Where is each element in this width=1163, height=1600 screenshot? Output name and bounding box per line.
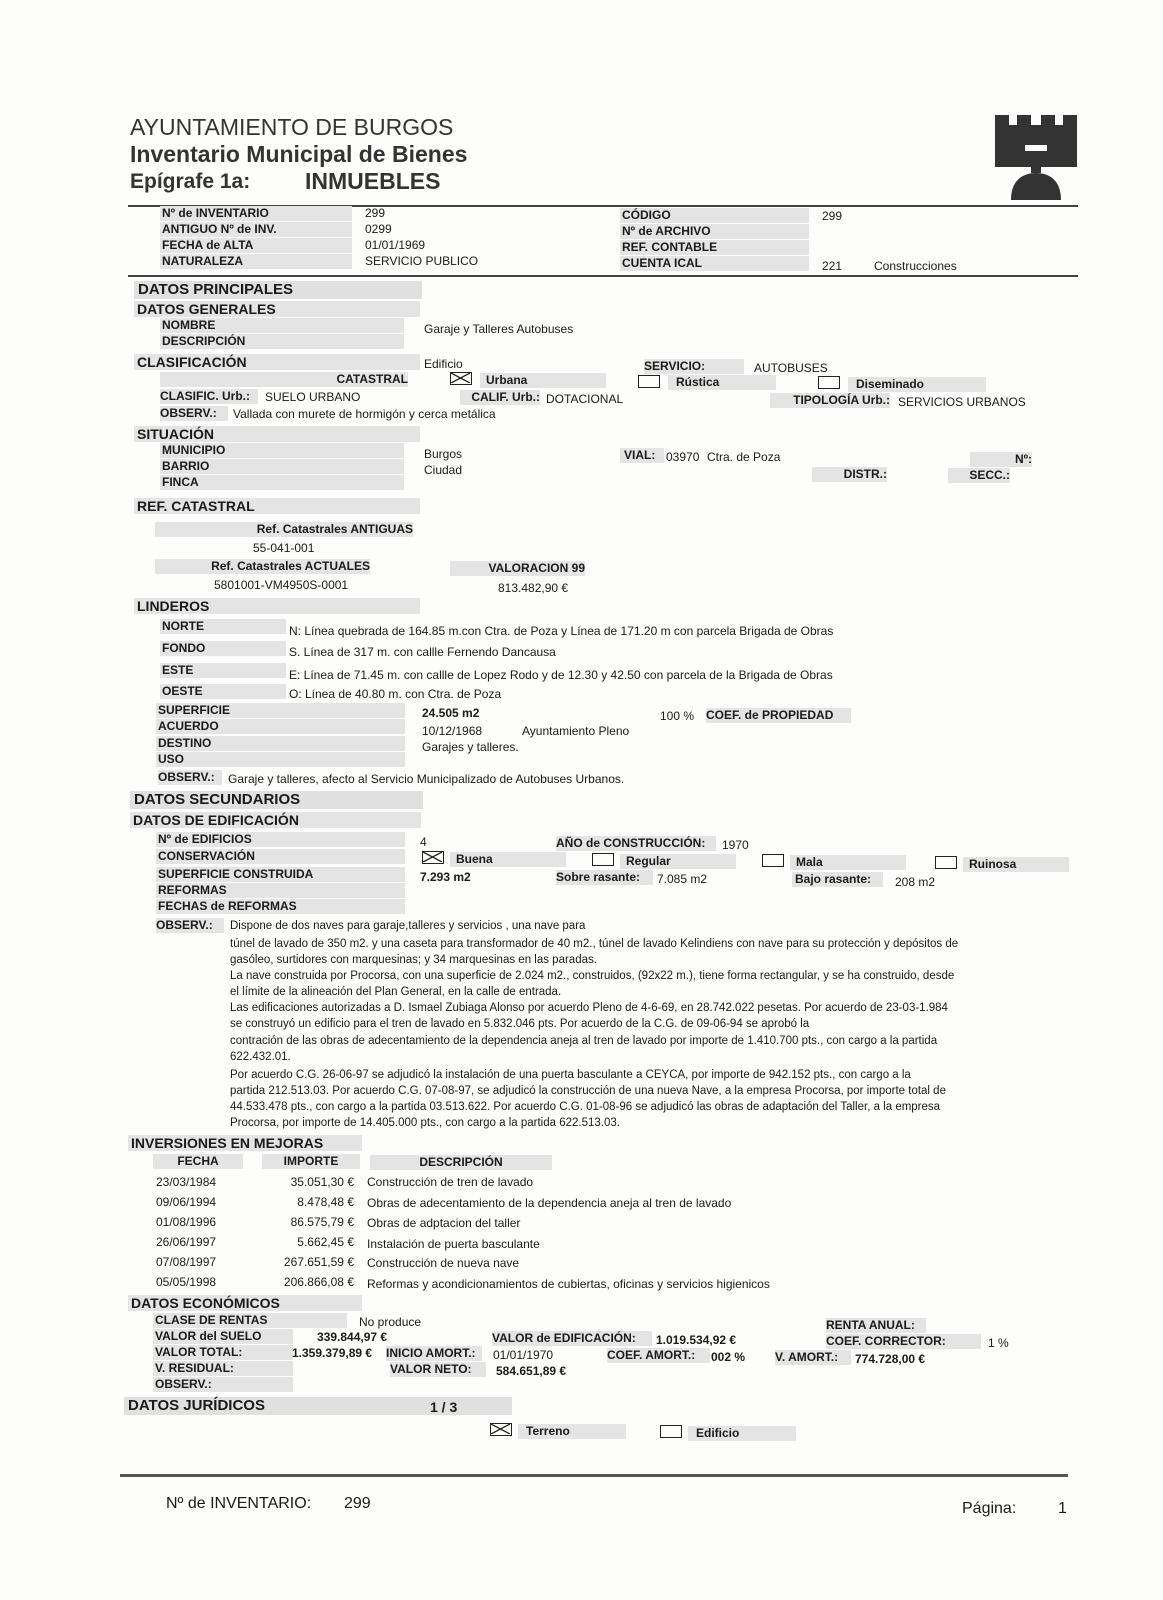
coef-corrector-label: COEF. CORRECTOR: bbox=[826, 1334, 981, 1349]
uso-label: USO bbox=[156, 752, 405, 767]
antiguo-label: ANTIGUO Nº de INV. bbox=[160, 222, 352, 237]
org-name: AYUNTAMIENTO DE BURGOS bbox=[130, 114, 454, 140]
col-fecha: FECHA bbox=[153, 1154, 243, 1169]
edif-observ-line: el límite de la alineación del Plan General, en la calle de entrada. bbox=[230, 986, 562, 998]
vial-code: 03970 bbox=[666, 450, 700, 464]
calif-urb-label: CALIF. Urb.: bbox=[460, 390, 540, 405]
buena-label: Buena bbox=[450, 852, 566, 867]
tipologia-value: SERVICIOS URBANOS bbox=[898, 395, 1026, 409]
economicos-title: DATOS ECONÓMICOS bbox=[128, 1295, 362, 1311]
clase-rentas-value: No produce bbox=[359, 1315, 422, 1329]
destino-label: DESTINO bbox=[156, 736, 405, 751]
mala-label: Mala bbox=[790, 855, 906, 870]
antiguas-value: 55-041-001 bbox=[253, 541, 315, 555]
page-title: Inventario Municipal de Bienes bbox=[130, 141, 468, 167]
valoracion-value: 813.482,90 € bbox=[498, 581, 569, 595]
superficie-label: SUPERFICIE bbox=[156, 703, 405, 718]
edif-observ-line: 622.432.01. bbox=[230, 1051, 291, 1063]
ident-rule bbox=[128, 275, 1078, 277]
oeste-label: OESTE bbox=[160, 684, 286, 699]
row-fecha: 05/05/1998 bbox=[156, 1275, 217, 1289]
barrio-label: BARRIO bbox=[160, 459, 404, 474]
row-importe: 8.478,48 € bbox=[297, 1195, 354, 1209]
edif-observ-line: 44.533.478 pts., con cargo a la partida 03.513.622. Por acuerdo C.G. 01-08-96 se adjudicó las obras de adaptación del Taller, a la empresa bbox=[230, 1101, 941, 1113]
ruinosa-checkbox[interactable] bbox=[935, 856, 957, 869]
linderos-title: LINDEROS bbox=[134, 598, 420, 614]
row-desc: Instalación de puerta basculante bbox=[367, 1237, 540, 1251]
economicos-observ-label: OBSERV.: bbox=[153, 1377, 293, 1392]
edif-observ-line: contración de las obras de adecentamiento de la dependencia aneja al tren de lavado por importe de 1.410.700 pts., con cargo a la partida bbox=[230, 1035, 938, 1047]
regular-checkbox[interactable] bbox=[592, 853, 614, 866]
castle-logo bbox=[995, 115, 1077, 200]
ical-desc: Construcciones bbox=[874, 259, 957, 273]
row-desc: Obras de adptacion del taller bbox=[367, 1216, 521, 1230]
col-importe: IMPORTE bbox=[262, 1154, 360, 1169]
urbana-label: Urbana bbox=[480, 373, 606, 388]
juridicos-title: DATOS JURÍDICOS bbox=[124, 1397, 512, 1415]
footer-inv-label: Nº de INVENTARIO: bbox=[166, 1495, 312, 1512]
epigrafe-label: Epígrafe 1a: bbox=[130, 170, 251, 193]
terreno-label: Terreno bbox=[518, 1424, 626, 1439]
naturaleza-value: SERVICIO PUBLICO bbox=[365, 254, 479, 268]
norte-value: N: Línea quebrada de 164.85 m.con Ctra. de Poza y Línea de 171.20 m con parcela Brigada de Obras bbox=[289, 624, 834, 638]
clasificacion-title: CLASIFICACIÓN bbox=[134, 354, 420, 370]
principales-title: DATOS PRINCIPALES bbox=[134, 281, 422, 299]
sobre-rasante-value: 7.085 m2 bbox=[657, 872, 708, 886]
secundarios-title: DATOS SECUNDARIOS bbox=[130, 791, 423, 809]
row-fecha: 09/06/1994 bbox=[156, 1195, 217, 1209]
oeste-value: O: Línea de 40.80 m. con Ctra. de Poza bbox=[289, 687, 502, 701]
row-desc: Obras de adecentamiento de la dependencia aneja al tren de lavado bbox=[367, 1196, 732, 1210]
inversiones-title: INVERSIONES EN MEJORAS bbox=[128, 1135, 362, 1151]
footer-rule bbox=[120, 1474, 1068, 1477]
vial-label: VIAL: bbox=[620, 448, 664, 463]
row-importe: 86.575,79 € bbox=[290, 1215, 354, 1229]
row-fecha: 01/08/1996 bbox=[156, 1215, 217, 1229]
row-fecha: 07/08/1997 bbox=[156, 1255, 217, 1269]
edificio-checkbox[interactable] bbox=[660, 1425, 682, 1438]
clase-rentas-label: CLASE DE RENTAS bbox=[153, 1313, 347, 1328]
naturaleza-label: NATURALEZA bbox=[160, 254, 352, 269]
linderos-observ-label: OBSERV.: bbox=[158, 770, 222, 785]
calif-urb-value: DOTACIONAL bbox=[546, 392, 624, 406]
valor-suelo-value: 339.844,97 € bbox=[317, 1330, 388, 1344]
v-residual-label: V. RESIDUAL: bbox=[153, 1361, 293, 1376]
mala-checkbox[interactable] bbox=[762, 854, 784, 867]
edificacion-title: DATOS DE EDIFICACIÓN bbox=[130, 812, 421, 828]
conservacion-label: CONSERVACIÓN bbox=[156, 849, 405, 864]
fondo-label: FONDO bbox=[160, 641, 286, 656]
secundarios-observ-label: OBSERV.: bbox=[156, 918, 224, 933]
servicio-label: SERVICIO: bbox=[644, 359, 744, 374]
nombre-value: Garaje y Talleres Autobuses bbox=[424, 322, 574, 336]
coef-amort-label: COEF. AMORT.: bbox=[607, 1348, 710, 1363]
tipo-value: Edificio bbox=[424, 357, 463, 371]
edif-observ-line: Las edificaciones autorizadas a D. Ismael Zubiaga Alonso por acuerdo Pleno de 4-6-69, en 28.742.022 pesetas. Por acuerdo de 23-03-1.984 bbox=[230, 1002, 948, 1014]
servicio-value: AUTOBUSES bbox=[754, 361, 828, 375]
row-importe: 35.051,30 € bbox=[290, 1175, 354, 1189]
epigrafe-value: INMUEBLES bbox=[305, 168, 441, 194]
inicio-amort-value: 01/01/1970 bbox=[493, 1348, 554, 1362]
valor-neto-label: VALOR NETO: bbox=[390, 1362, 486, 1377]
vial-value: Ctra. de Poza bbox=[707, 450, 781, 464]
rustica-label: Rústica bbox=[668, 375, 776, 390]
terreno-checkbox[interactable] bbox=[490, 1423, 512, 1436]
fechas-reformas-label: FECHAS de REFORMAS bbox=[156, 899, 405, 914]
num-label: Nº: bbox=[970, 452, 1032, 467]
row-importe: 267.651,59 € bbox=[283, 1255, 354, 1269]
diseminado-checkbox[interactable] bbox=[818, 376, 840, 389]
row-importe: 206.866,08 € bbox=[283, 1275, 354, 1289]
actuales-value: 5801001-VM4950S-0001 bbox=[214, 578, 349, 592]
anio-label: AÑO de CONSTRUCCIÓN: bbox=[556, 836, 716, 851]
archivo-label: Nº de ARCHIVO bbox=[620, 224, 809, 239]
este-label: ESTE bbox=[160, 663, 286, 678]
footer-inv-value: 299 bbox=[344, 1495, 371, 1512]
valor-total-label: VALOR TOTAL: bbox=[153, 1345, 293, 1360]
acuerdo-org: Ayuntamiento Pleno bbox=[522, 724, 630, 738]
valor-edif-label: VALOR de EDIFICACIÓN: bbox=[492, 1331, 652, 1346]
ical-num: 221 bbox=[822, 259, 843, 273]
valor-suelo-label: VALOR del SUELO bbox=[153, 1329, 293, 1344]
row-fecha: 26/06/1997 bbox=[156, 1235, 217, 1249]
diseminado-label: Diseminado bbox=[848, 377, 986, 392]
distr-label: DISTR.: bbox=[812, 467, 887, 482]
antiguas-label: Ref. Catastrales ANTIGUAS bbox=[155, 522, 413, 537]
municipio-label: MUNICIPIO bbox=[160, 443, 404, 458]
inv-value: 299 bbox=[365, 206, 386, 220]
edif-observ-line: túnel de lavado de 350 m2. y una caseta para transformador de 40 m2., túnel de lavado Kelindiens con nave para su protección y depósitos de bbox=[230, 938, 959, 950]
codigo-label: CÓDIGO bbox=[620, 208, 809, 223]
edif-observ-line: gasóleo, surtidores con marquesinas; y 34 marquesinas en las paradas. bbox=[230, 954, 597, 966]
num-edificios-label: Nº de EDIFICIOS bbox=[156, 832, 405, 847]
buena-checkbox[interactable] bbox=[422, 851, 444, 864]
actuales-label: Ref. Catastrales ACTUALES bbox=[155, 559, 370, 574]
edif-observ-line: Dispone de dos naves para garaje,talleres y servicios , una nave para bbox=[230, 920, 586, 932]
reformas-label: REFORMAS bbox=[156, 883, 405, 898]
descripcion-label: DESCRIPCIÓN bbox=[160, 334, 404, 349]
sup-construida-label: SUPERFICIE CONSTRUIDA bbox=[156, 867, 405, 882]
nombre-label: NOMBRE bbox=[160, 318, 404, 333]
edif-observ-line: La nave construida por Procorsa, con una superficie de 2.024 m2., construidos, (92x22 m.), tiene forma rectangular, y se ha construido, desde bbox=[230, 970, 955, 982]
edif-observ-line: se construyó un edificio para el tren de lavado en 5.832.046 pts. Por acuerdo de la C.G. de 09-06-94 se aprobó la bbox=[230, 1018, 810, 1030]
propiedad-pct: 100 % bbox=[660, 709, 695, 723]
codigo-value: 299 bbox=[822, 209, 843, 223]
acuerdo-fecha: 10/12/1968 bbox=[422, 724, 483, 738]
row-desc: Construcción de tren de lavado bbox=[367, 1175, 534, 1189]
bajo-rasante-label: Bajo rasante: bbox=[792, 872, 883, 887]
alta-label: FECHA de ALTA bbox=[160, 238, 352, 253]
principales-observ-value: Vallada con murete de hormigón y cerca metálica bbox=[233, 407, 496, 421]
edificio-label: Edificio bbox=[688, 1426, 796, 1441]
municipio-value: Burgos bbox=[424, 447, 463, 461]
secc-label: SECC.: bbox=[948, 468, 1010, 483]
este-value: E: Línea de 71.45 m. con callle de Lopez Rodo y de 12.30 y 42.50 con parcela de la Brigada de Obras bbox=[289, 668, 833, 682]
juridicos-page: 1 / 3 bbox=[430, 1399, 458, 1415]
barrio-value: Ciudad bbox=[424, 463, 463, 477]
inv-label: Nº de INVENTARIO bbox=[160, 206, 352, 221]
coef-corrector-value: 1 % bbox=[988, 1336, 1009, 1350]
sobre-rasante-label: Sobre rasante: bbox=[556, 870, 653, 885]
v-amort-label: V. AMORT.: bbox=[775, 1350, 851, 1365]
clasif-urb-value: SUELO URBANO bbox=[265, 390, 361, 404]
urbana-checkbox[interactable] bbox=[450, 372, 472, 385]
col-descripcion: DESCRIPCIÓN bbox=[370, 1155, 552, 1170]
valor-edif-value: 1.019.534,92 € bbox=[656, 1333, 737, 1347]
tipologia-label: TIPOLOGÍA Urb.: bbox=[770, 393, 890, 408]
coef-propiedad-label: COEF. de PROPIEDAD bbox=[706, 708, 851, 723]
clasif-urb-label: CLASIFIC. Urb.: bbox=[160, 389, 258, 404]
inicio-amort-label: INICIO AMORT.: bbox=[386, 1346, 482, 1361]
linderos-observ-value: Garaje y talleres, afecto al Servicio Municipalizado de Autobuses Urbanos. bbox=[228, 772, 625, 786]
destino-value: Garajes y talleres. bbox=[422, 740, 519, 754]
edif-observ-line: Procorsa, por importe de 14.405.000 pts., con cargo a la partida 622.513.03. bbox=[230, 1117, 620, 1129]
valor-neto-value: 584.651,89 € bbox=[496, 1364, 567, 1378]
ruinosa-label: Ruinosa bbox=[963, 857, 1069, 872]
principales-observ-label: OBSERV.: bbox=[160, 406, 228, 421]
footer-pagina-label: Página: bbox=[962, 1500, 1017, 1517]
edif-observ-line: Por acuerdo C.G. 26-06-97 se adjudicó la instalación de una puerta basculante a CEYCA, por importe de 942.152 pts., con cargo a la bbox=[230, 1069, 911, 1081]
sup-construida-value: 7.293 m2 bbox=[420, 870, 471, 884]
coef-amort-value: 002 % bbox=[711, 1350, 746, 1364]
ical-label: CUENTA ICAL bbox=[620, 256, 809, 271]
row-desc: Reformas y acondicionamientos de cubiertas, oficinas y servicios higienicos bbox=[367, 1277, 770, 1291]
edif-observ-line: partida 212.513.03. Por acuerdo C.G. 07-08-97, se adjudicó la construcción de una nueva Nave, a la empresa Procorsa, por importe total de bbox=[230, 1085, 946, 1097]
row-desc: Construcción de nueva nave bbox=[367, 1256, 520, 1270]
num-edificios-value: 4 bbox=[420, 835, 427, 849]
bajo-rasante-value: 208 m2 bbox=[895, 875, 936, 889]
acuerdo-label: ACUERDO bbox=[156, 719, 405, 734]
catastral-title: REF. CATASTRAL bbox=[134, 498, 420, 514]
contable-label: REF. CONTABLE bbox=[620, 240, 809, 255]
renta-anual-label: RENTA ANUAL: bbox=[826, 1318, 926, 1333]
row-importe: 5.662,45 € bbox=[297, 1235, 354, 1249]
rustica-checkbox[interactable] bbox=[638, 375, 660, 388]
fondo-value: S. Línea de 317 m. con callle Fernendo Dancausa bbox=[289, 645, 556, 659]
footer-pagina-value: 1 bbox=[1058, 1500, 1067, 1517]
anio-value: 1970 bbox=[722, 838, 749, 852]
regular-label: Regular bbox=[620, 854, 736, 869]
alta-value: 01/01/1969 bbox=[365, 238, 426, 252]
antiguo-value: 0299 bbox=[365, 222, 392, 236]
superficie-value: 24.505 m2 bbox=[422, 706, 480, 720]
norte-label: NORTE bbox=[160, 619, 286, 634]
catastral-label: CATASTRAL bbox=[160, 372, 408, 387]
situacion-title: SITUACIÓN bbox=[134, 426, 420, 442]
row-fecha: 23/03/1984 bbox=[156, 1175, 217, 1189]
v-amort-value: 774.728,00 € bbox=[855, 1352, 926, 1366]
finca-label: FINCA bbox=[160, 475, 404, 490]
valoracion-label: VALORACION 99 bbox=[450, 561, 585, 576]
valor-total-value: 1.359.379,89 € bbox=[292, 1346, 373, 1360]
generales-title: DATOS GENERALES bbox=[134, 301, 420, 317]
